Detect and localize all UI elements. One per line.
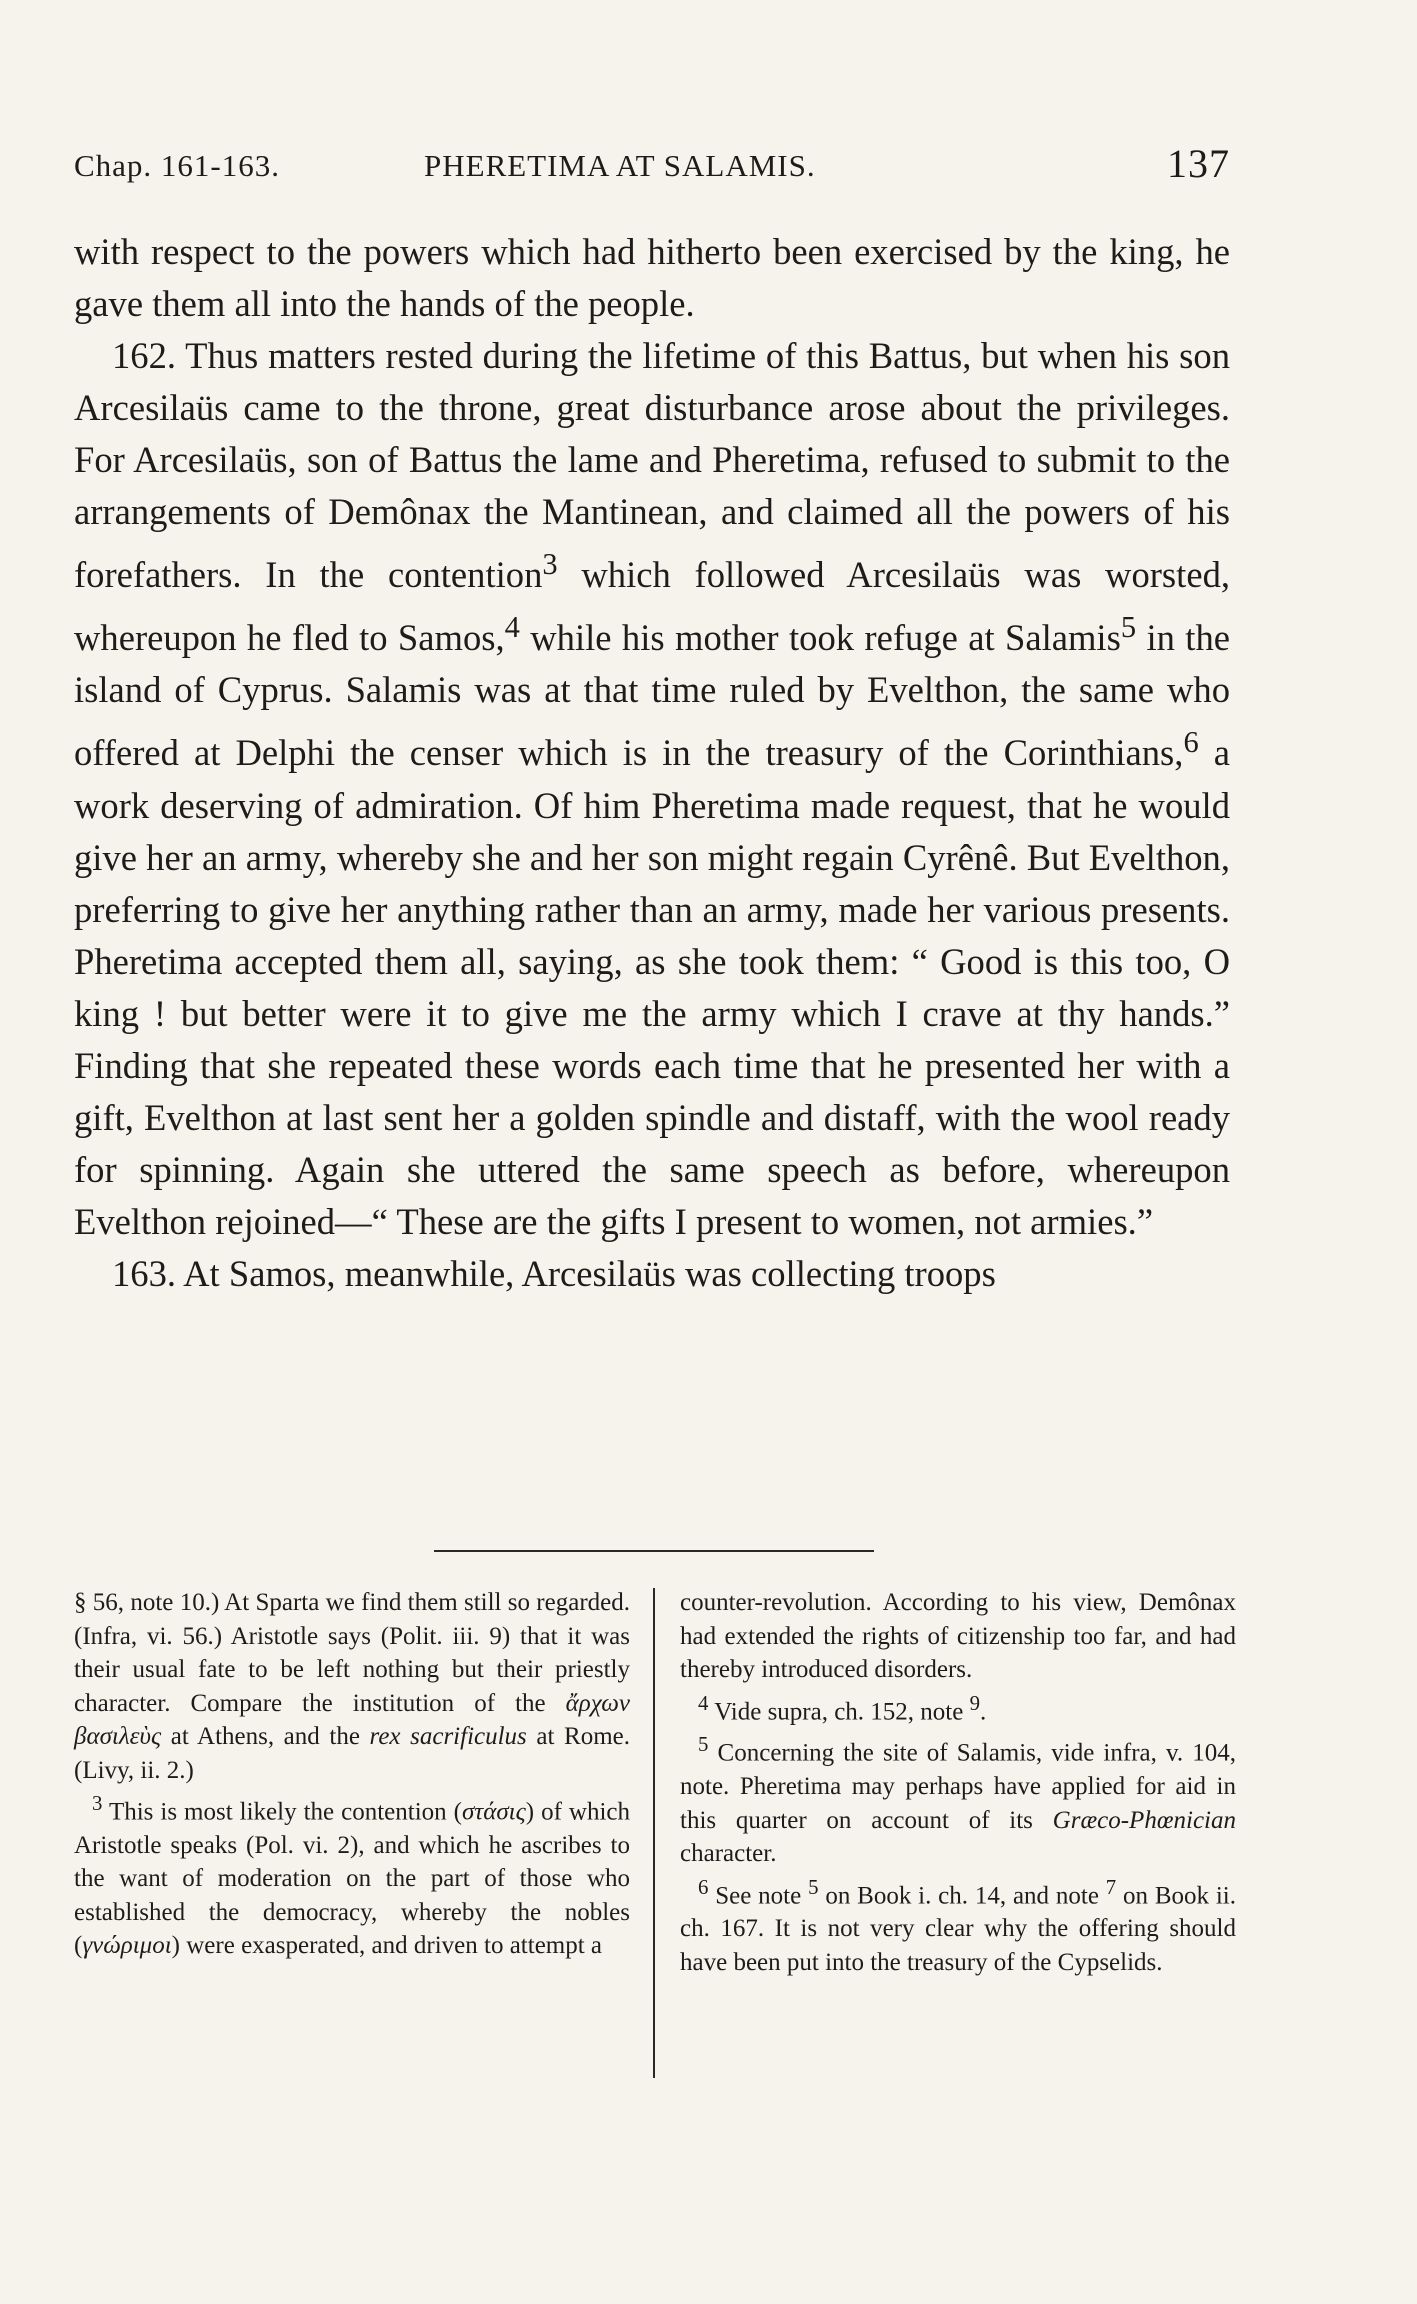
note-text: on Book ii. ch. 167. It is not very clear why the offering should have been put into the treasury of the Cypselids. [680,1881,1236,1976]
note-ref: 7 [1105,1874,1117,1899]
note-text: at Athens, and the [161,1723,370,1750]
note-text: ) were exasperated, and driven to attempt a [171,1932,603,1960]
note-text: at Rome. (Livy, ii. 2.) [74,1723,631,1784]
note-text: Concerning the site of Salamis, vide infra, v. 104, note. Pheretima may perhaps have applied for aid in this quarter on account of its [680,1739,1236,1834]
paragraph-162-text-d: in the island of Cyprus. Salamis was at that time ruled by Evelthon, the same who offered at Delphi the censer which is in the treasury of the Corinthians, [74,617,1230,774]
footnote-column-right [680,1586,1236,1979]
page-number: 137 [1167,141,1230,186]
note-ref: 9 [969,1690,981,1715]
note-text: character. [680,1840,777,1868]
footnote-4 [680,1687,1236,1729]
paragraph-162 [74,330,1230,1248]
note-text: on Book i. ch. 14, and note [818,1881,1106,1909]
italic-term: Græco-Phœnician [1052,1806,1236,1834]
note-text: ) of which Aristotle speaks (Pol. vi. 2), and which he ascribes to the want of moderation on the part of those who established the democracy, whereby the nobles ( [74,1798,631,1960]
footnote-3-continued: counter-revolution. According to his view, Demônax had extended the rights of citizenship too far, and had thereby introduced disorders. [680,1589,1236,1683]
note-text: See note [708,1881,809,1909]
greek-term: γνώριμοι [82,1932,172,1960]
footnote-ref-6: 6 [1183,725,1199,760]
paragraph-162-text-c: while his mother took refuge at Salamis [519,617,1121,659]
footnote-mark-4: 4 [698,1690,709,1715]
paragraph-162-text-b: which followed Arcesilaüs was worsted, whereupon he fled to Samos, [74,554,1231,659]
note-text: § 56, note 10.) At Sparta we find them still so regarded. (Infra, vi. 56.) Aristotle says (Polit. iii. 9) that it was their usual fate to be left nothing but their priestly character. Compare the institution of the [74,1589,630,1717]
greek-term: ἄρχων βασιλεὺς [74,1689,630,1750]
column-divider [653,1588,655,2078]
note-text: . [980,1697,987,1725]
chapter-reference: Chap. 161-163. [74,148,281,183]
footnote-6 [680,1871,1236,1980]
footnote-mark-5: 5 [698,1732,709,1757]
footnote-continued [74,1586,630,1787]
paragraph-161-end: with respect to the powers which had hitherto been exercised by the king, he gave them all into the hands of the people. [74,231,1230,324]
footnote-ref-5: 5 [1120,610,1137,645]
footnote-mark-3: 3 [92,1791,103,1815]
footnote-separator [434,1550,874,1552]
running-head [74,140,1230,190]
latin-term: rex sacrificulus [369,1723,527,1750]
note-ref: 5 [808,1874,819,1899]
footnote-ref-3: 3 [542,547,558,581]
footnotes [74,1586,1236,2106]
greek-term: στάσις [461,1798,526,1826]
footnote-5 [680,1728,1236,1870]
footnote-column-left [74,1586,630,1963]
page-title: PHERETIMA AT SALAMIS. [424,148,816,183]
footnote-3 [74,1787,630,1963]
paragraph-162-text-e: a work deserving of admiration. Of him Pheretima made request, that he would give her an army, whereby she and her son might regain Cyrênê. But Evelthon, preferring to give her anything rather than an army, made her various presents. Pheretima accepted them all, saying, as she took them: “ Good is this too, O king ! but better were it to give me the army which I crave at thy hands.” Finding that she repeated these words each time that he presented her with a gift, Evelthon at last sent her a golden spindle and distaff, with the wool ready for spinning. Again she uttered the same speech as before, whereupon Evelthon rejoined—“ These are the gifts I present to women, not armies.” [74,732,1230,1242]
paragraph-163: 163. At Samos, meanwhile, Arcesilaüs was collecting troops [112,1252,996,1294]
paragraph-162-text-a: 162. Thus matters rested during the lifetime of this Battus, but when his son Arcesilaüs came to the throne, great disturbance arose about the privileges. For Arcesilaüs, son of Battus the lame and Pheretima, refused to submit to the arrangements of Demônax the Mantinean, and claimed all the powers of his forefathers. In the contention [74,335,1230,596]
note-text: Vide supra, ch. 152, note [708,1697,970,1725]
footnote-mark-6: 6 [698,1874,709,1899]
main-text [74,226,1230,1300]
footnote-ref-4: 4 [504,610,520,645]
book-page [74,0,1236,2304]
note-text: This is most likely the contention ( [102,1798,462,1826]
